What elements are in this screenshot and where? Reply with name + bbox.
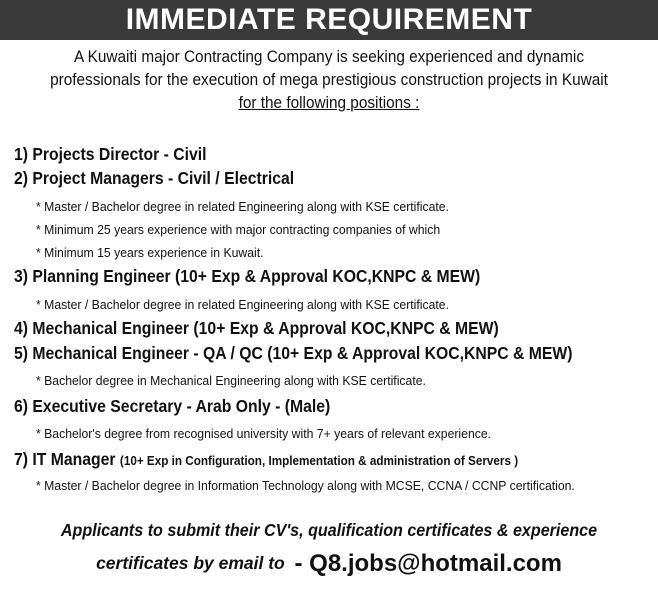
page-title: IMMEDIATE REQUIREMENT — [125, 3, 533, 36]
position-detail: * Master / Bachelor degree in Information Technology along with MCSE, CCNA / CCNP certification. — [36, 478, 575, 493]
position-title: 5) Mechanical Engineer - QA / QC (10+ Exp & Approval KOC,KNPC & MEW) — [14, 343, 573, 363]
position-title: 7) IT Manager (10+ Exp in Configuration, Implementation & administration of Servers ) — [14, 449, 519, 469]
position-title: 6) Executive Secretary - Arab Only - (Male) — [14, 396, 331, 416]
position-note: (10+ Exp in Configuration, Implementation & administration of Servers ) — [119, 453, 519, 468]
position-detail: * Master / Bachelor degree in related Engineering along with KSE certificate. — [36, 297, 449, 312]
intro-line-2: professionals for the execution of mega prestigious construction projects in Kuwait — [50, 71, 608, 89]
position-title: 4) Mechanical Engineer (10+ Exp & Approval KOC,KNPC & MEW) — [14, 318, 499, 338]
position-detail: * Minimum 15 years experience in Kuwait. — [36, 245, 264, 260]
email-address: - Q8.jobs@hotmail.com — [294, 550, 562, 577]
position-title: 1) Projects Director - Civil — [14, 144, 207, 164]
footer-line-2 — [0, 550, 658, 578]
position-detail: * Minimum 25 years experience with major contracting companies of which — [36, 222, 441, 237]
position-detail: * Bachelor degree in Mechanical Engineering along with KSE certificate. — [36, 373, 426, 388]
position-title: 3) Planning Engineer (10+ Exp & Approval KOC,KNPC & MEW) — [14, 266, 481, 286]
footer-line-1: Applicants to submit their CV's, qualification certificates & experience — [60, 520, 598, 540]
position-detail: * Bachelor's degree from recognised university with 7+ years of relevant experience. — [36, 426, 492, 441]
position-title: 2) Project Managers - Civil / Electrical — [14, 168, 295, 188]
position-detail: * Master / Bachelor degree in related Engineering along with KSE certificate. — [36, 199, 449, 214]
intro-line-1: A Kuwaiti major Contracting Company is seeking experienced and dynamic — [73, 48, 585, 66]
footer-email-label: certificates by email to — [96, 553, 285, 573]
intro-line-3: for the following positions : — [238, 94, 420, 112]
